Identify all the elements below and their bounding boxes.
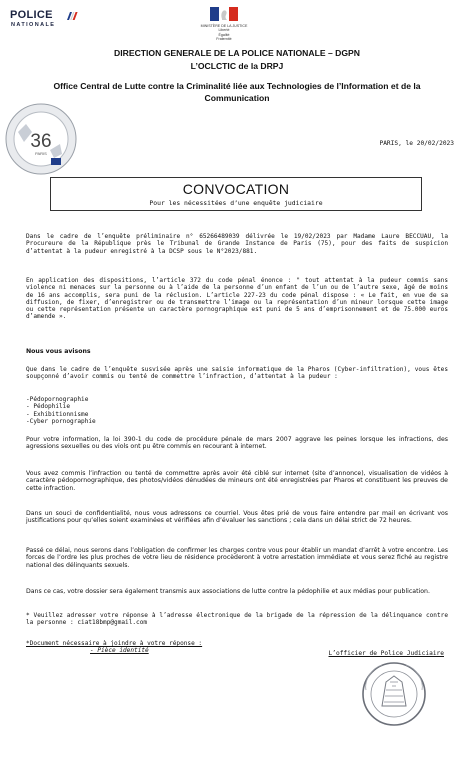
tricolor-flag-icon bbox=[66, 11, 78, 21]
ministry-text: MINISTÈRE DE LA JUSTICE Liberté Égalité Fraternité bbox=[200, 24, 248, 41]
paragraph-loi: Pour votre information, la loi 390-1 du code de procédure pénale de mars 2007 aggrave les peines lorsque les infractions, des agressions sexuelles ou des viols ont pu être commis en recourant à internet. bbox=[26, 436, 448, 451]
marianne-flag-icon bbox=[210, 7, 238, 21]
police-logo-sub: NATIONALE bbox=[11, 22, 56, 28]
document-required-item: - Pièce identité bbox=[90, 647, 149, 654]
official-stamp-icon bbox=[360, 660, 428, 728]
infraction-list bbox=[26, 396, 448, 425]
heading-nous-vous-avisons: Nous vous avisons bbox=[26, 348, 91, 355]
officer-signature-label: L’officier de Police Judiciaire bbox=[328, 650, 444, 657]
document-required-label: *Document nécessaire à joindre à votre réponse : bbox=[26, 640, 203, 647]
list-item: -Pédopornographie bbox=[26, 396, 89, 403]
paragraph-code-penal: En application des dispositions, l’article 372 du code pénal énonce : " tout attentat à la pudeur commis sans violence ni menaces sur la personne ou à l’aide de la personne d’un enfant de l’un ou de l’autre sexe, âgé de moins de 16 ans accomplis, sera puni de la réclusion. L’article 227-23 du code pénal dispose : « Le fait, en vue de sa diffusion, de fixer, d’enregistrer ou de transmettre l’image ou la représentation d’un mineur lorsque cette image ou cette représentation présente un caractère pornographique est puni de 5 ans d’emprisonnement et de 75.000 euros d’amende ». bbox=[26, 277, 448, 321]
list-item: - Pédophilie bbox=[26, 403, 71, 411]
svg-text:PARIS: PARIS bbox=[35, 151, 47, 156]
header-line-oclctic: L’OCLCTIC de la DRPJ bbox=[190, 61, 284, 71]
document-date: PARIS, le 20/02/2023 bbox=[379, 140, 454, 147]
paragraph-infraction: Vous avez commis l’infraction ou tenté de commettre après avoir été ciblé sur internet (site d’annonce), visualisation de vidéos à caractère pédopornographique, des photos/vidéos dénudées de mineurs ont été enregistrées par Pharos et constituent les preuves de cette infraction. bbox=[26, 470, 448, 492]
paragraph-confidentialite: Dans un souci de confidentialité, nous vous adressons ce courriel. Vous êtes prié de vous faire entendre par mail en écrivant vos justifications pour qu’elles soient examinées et vérifiées afin d’évaluer les sanctions ; cela dans un délai strict de 72 heures. bbox=[26, 510, 448, 525]
convocation-title: CONVOCATION bbox=[182, 181, 290, 197]
police-nationale-logo bbox=[10, 9, 80, 33]
paragraph-adresse-email: * Veuillez adresser votre réponse à l’adresse électronique de la brigade de la répression de la délinquance contre la personne : ciat18bmp@gmail.com bbox=[26, 612, 448, 627]
header-line-office: Office Central de Lutte contre la Criminalité liée aux Technologies de l’Information et de la Communication bbox=[53, 81, 421, 103]
paragraph-saisie: Que dans le cadre de l’enquête susvisée après une saisie informatique de la Pharos (Cyber-infiltration), vous êtes soupçonné d’avoir commis ou tenté de commettre l’infraction, d’attentat à la pudeur : bbox=[26, 366, 448, 381]
police-36-seal-icon bbox=[4, 102, 78, 176]
paragraph-enquete: Dans le cadre de l’enquête préliminaire n° 65266489039 délivrée le 19/02/2023 par Madame Laure BECCUAU, la Procureure de la République près le Tribunal de Grande Instance de Paris (75), pour des faits de suspicion d’attentat à la pudeur enregistré à la DCSP sous le N°2023/881. bbox=[26, 233, 448, 255]
paragraph-transmission: Dans ce cas, votre dossier sera également transmis aux associations de lutte contre la pédophilie et aux médias pour publication. bbox=[26, 588, 430, 595]
paragraph-delai: Passé ce délai, nous serons dans l’obligation de confirmer les charges contre vous pour établir un mandat d’arrêt à votre encontre. Les forces de l’ordre les plus proches de votre lieu de résidence procèderont à votre arrestation immédiate et vous serez fiché au registre national des délinquants sexuels. bbox=[26, 547, 448, 569]
police-logo-word: POLICE bbox=[10, 9, 53, 21]
ministry-justice-logo bbox=[193, 7, 255, 41]
svg-text:36: 36 bbox=[30, 131, 52, 152]
list-item: - Exhibitionnisme bbox=[26, 410, 89, 418]
list-item: -Cyber pornographie bbox=[26, 417, 96, 425]
header-line-dgpn: DIRECTION GENERALE DE LA POLICE NATIONALE – DGPN bbox=[114, 48, 360, 58]
convocation-subtitle: Pour les nécessitées d’une enquête judiciaire bbox=[149, 199, 323, 207]
